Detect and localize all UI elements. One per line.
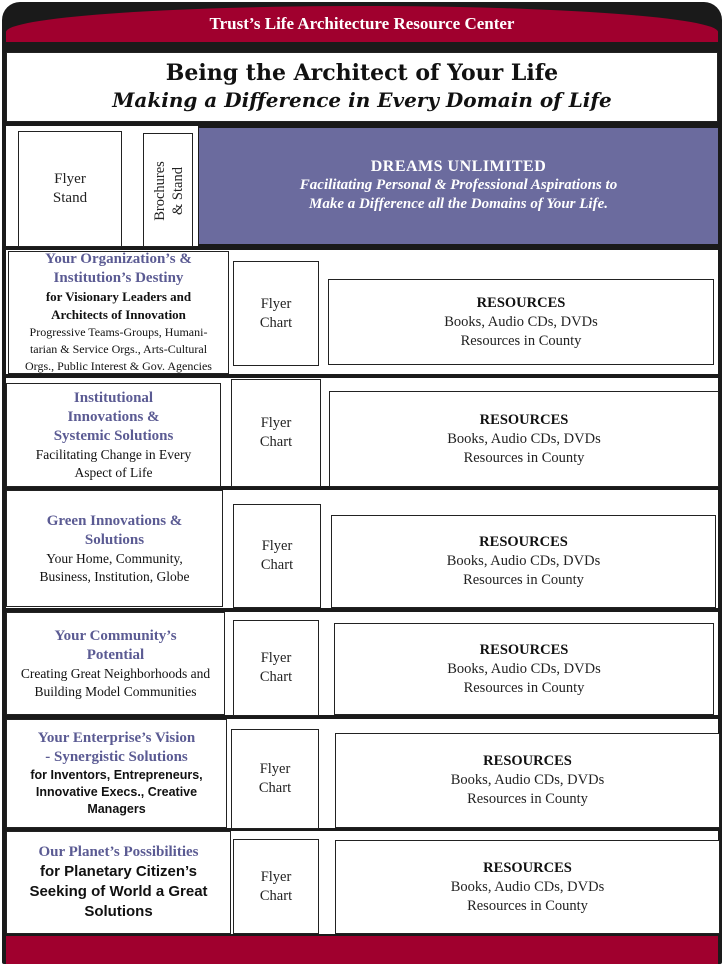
domain-heading-line: Institutional <box>73 389 154 406</box>
resources-media: Books, Audio CDs, DVDs <box>447 660 601 677</box>
domain-audience-line: for Visionary Leaders and <box>45 289 192 304</box>
resources-county: Resources in County <box>463 449 585 466</box>
domain-heading-line: Solutions <box>84 531 145 548</box>
domain-audience <box>46 288 191 324</box>
domain-heading-line: Systemic Solutions <box>53 427 174 444</box>
resources-box <box>328 279 714 365</box>
resources-county: Resources in County <box>463 679 585 696</box>
flyer-chart-line: Flyer <box>261 538 293 554</box>
footer-band <box>6 936 718 964</box>
domain-description <box>21 665 210 701</box>
flyer-chart-line: Flyer <box>260 650 292 666</box>
domain-audience-line: Architects of Innovation <box>51 307 186 322</box>
domain-description-line: Progressive Teams-Groups, Humani- <box>29 325 208 339</box>
flyer-chart-line: Flyer <box>260 295 292 312</box>
flyer-chart <box>233 620 319 716</box>
domain-heading <box>47 512 183 550</box>
flyer-chart-line: Flyer <box>260 868 292 885</box>
brochures-stand <box>143 133 193 247</box>
flyer-chart-line: Flyer <box>259 761 291 777</box>
domain-audience-line: Managers <box>87 802 146 816</box>
domain-heading-line: Institution’s Destiny <box>53 270 184 286</box>
domain-description-line: Aspect of Life <box>74 464 153 480</box>
flyer-chart-line: Chart <box>260 557 294 573</box>
domain-audience-line: for Inventors, Entrepreneurs, <box>30 768 203 782</box>
domain-description-line: Orgs., Public Interest & Gov. Agencies <box>25 359 212 373</box>
flyer-chart-line: Chart <box>259 434 293 450</box>
flyer-chart-line: Chart <box>258 780 292 796</box>
resources-media: Books, Audio CDs, DVDs <box>444 313 598 330</box>
domain-heading <box>54 627 176 665</box>
domain-box-organization <box>8 251 229 374</box>
flyer-chart-line: Chart <box>259 314 293 331</box>
flyer-chart-line: Flyer <box>260 415 292 431</box>
resources-county: Resources in County <box>460 332 582 349</box>
sub-title: Making a Difference in Every Domain of Life <box>112 88 612 112</box>
domain-description-line: tarian & Service Orgs., Arts-Cultural <box>29 342 208 356</box>
resources-box <box>335 840 720 934</box>
resources-title: RESOURCES <box>483 859 572 876</box>
domain-heading-line: - Synergistic Solutions <box>45 749 188 765</box>
domain-heading-line: Potential <box>86 646 145 663</box>
domain-box-community <box>6 612 225 715</box>
domain-heading-line: Green Innovations & <box>46 512 183 529</box>
domain-description <box>39 550 189 586</box>
flyer-chart <box>233 504 321 608</box>
domain-heading-line: Innovations & <box>67 408 160 425</box>
domain-heading-line: Our Planet’s Possibilities <box>38 844 199 860</box>
domain-box-enterprise <box>6 719 227 828</box>
domain-audience <box>30 767 202 818</box>
domain-audience-line: Solutions <box>84 903 153 920</box>
dreams-subtitle <box>300 176 617 214</box>
flyer-stand <box>18 131 122 247</box>
domain-description-line: Facilitating Change in Every <box>35 446 192 462</box>
resources-media: Books, Audio CDs, DVDs <box>450 772 605 788</box>
main-title: Being the Architect of Your Life <box>165 60 559 86</box>
resources-box <box>334 623 714 715</box>
domain-audience-line: Seeking of World a Great <box>29 883 208 900</box>
resources-media: Books, Audio CDs, DVDs <box>450 878 605 895</box>
flyer-chart <box>231 379 321 487</box>
flyer-chart-line: Chart <box>259 887 293 904</box>
domain-heading <box>38 843 198 862</box>
domain-heading <box>54 389 174 446</box>
domain-heading-line: Your Enterprise’s Vision <box>37 730 196 746</box>
resources-title: RESOURCES <box>483 753 572 769</box>
domain-description-line: Creating Great Neighborhoods and <box>20 665 211 681</box>
resources-title: RESOURCES <box>479 534 568 550</box>
domain-audience <box>29 862 207 922</box>
dreams-title: DREAMS UNLIMITED <box>370 158 547 175</box>
resources-media: Books, Audio CDs, DVDs <box>447 430 601 447</box>
flyer-chart <box>231 729 319 829</box>
brochures-stand-line: Brochures <box>152 161 168 221</box>
domain-box-green <box>6 490 223 607</box>
domain-box-planet <box>6 831 231 934</box>
flyer-chart <box>233 261 319 366</box>
header-title: Trust’s Life Architecture Resource Center <box>209 14 515 33</box>
flyer-chart <box>233 839 319 934</box>
flyer-stand-line: Flyer <box>54 171 86 187</box>
domain-description <box>36 446 192 482</box>
resources-title: RESOURCES <box>476 294 566 311</box>
flyer-stand-line: Stand <box>52 190 88 206</box>
dreams-subtitle-line: Make a Difference all the Domains of Your Life. <box>308 196 608 212</box>
brochures-stand-label <box>144 134 194 248</box>
resources-box <box>335 733 720 828</box>
resources-title: RESOURCES <box>479 411 569 428</box>
domain-heading-line: Your Community’s <box>54 627 177 644</box>
domain-heading-line: Your Organization’s & <box>45 251 192 267</box>
domain-description-line: Your Home, Community, <box>46 550 183 566</box>
resources-county: Resources in County <box>467 791 588 807</box>
resources-media: Books, Audio CDs, DVDs <box>446 553 601 569</box>
resources-box <box>329 391 719 487</box>
domain-audience-line: for Planetary Citizen’s <box>39 863 197 880</box>
domain-box-institutional <box>6 383 221 487</box>
resources-county: Resources in County <box>463 572 584 588</box>
dreams-unlimited-box <box>199 128 718 244</box>
title-box <box>6 52 718 122</box>
domain-description-line: Business, Institution, Globe <box>39 568 190 584</box>
brochures-stand-line: & Stand <box>170 167 186 215</box>
resources-title: RESOURCES <box>479 641 569 658</box>
flyer-chart-line: Chart <box>259 669 293 685</box>
domain-heading <box>38 729 196 767</box>
domain-description-line: Building Model Communities <box>34 683 197 699</box>
dreams-subtitle-line: Facilitating Personal & Professional Aspirations to <box>299 177 618 193</box>
domain-audience-line: Innovative Execs., Creative <box>35 785 198 799</box>
domain-heading <box>45 250 192 288</box>
resources-county: Resources in County <box>467 897 588 914</box>
resources-box <box>331 515 716 608</box>
domain-description <box>25 324 212 375</box>
